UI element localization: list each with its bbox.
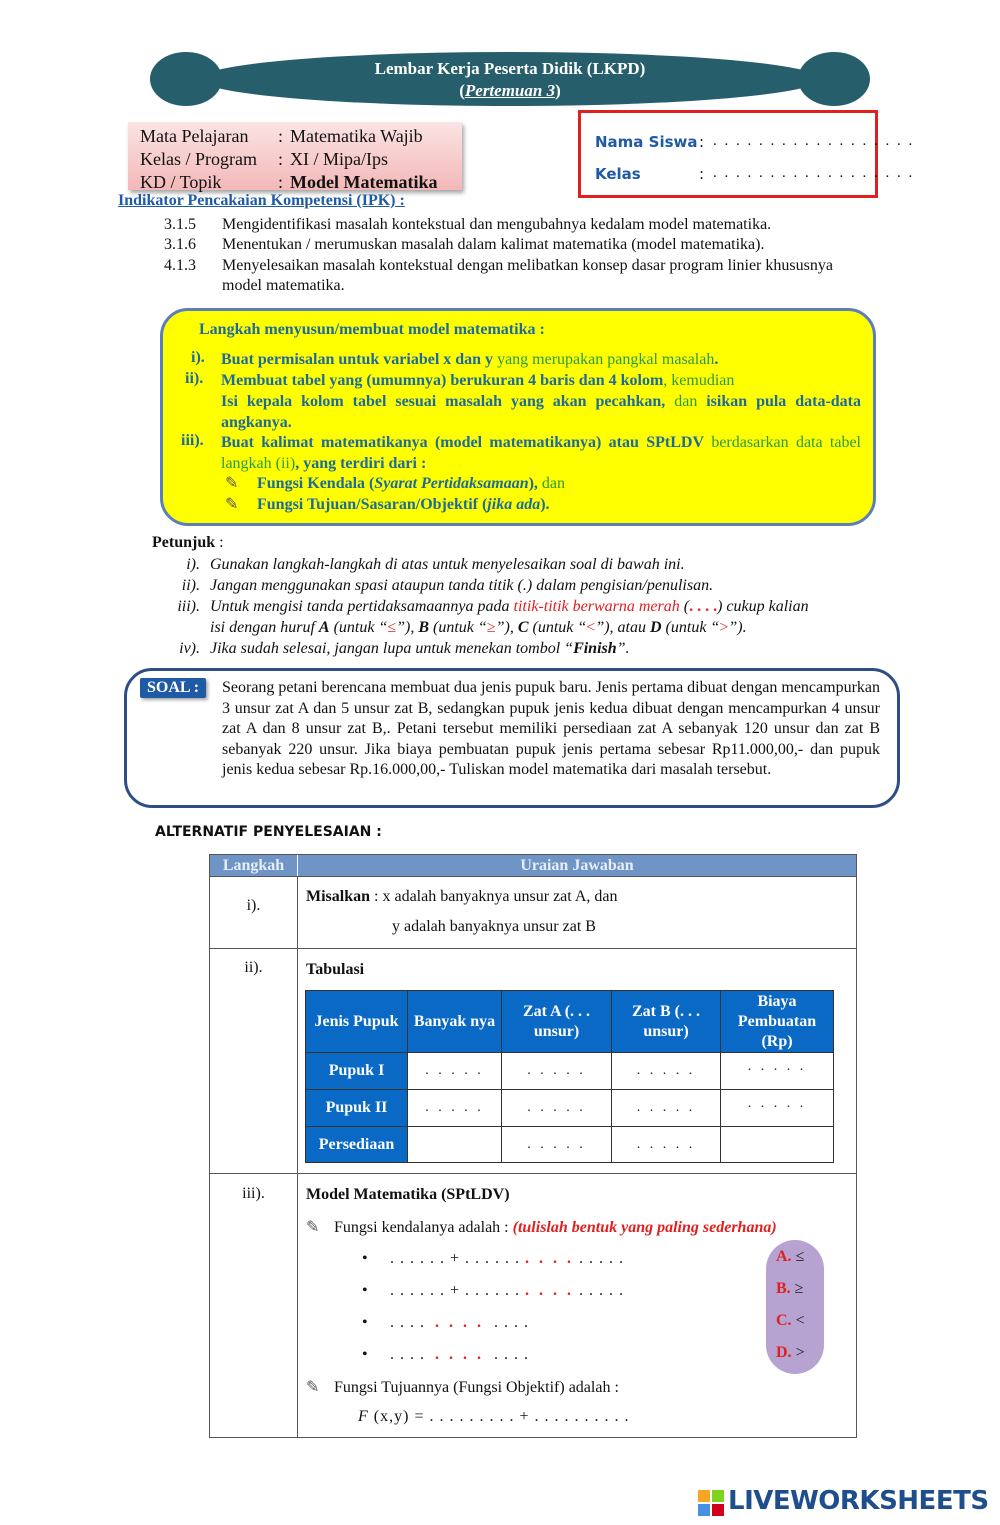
- objective-function: F (x,y) = . . . . . . . . . + . . . . . . . . . .: [358, 1408, 630, 1425]
- bullet-icon: •: [362, 1346, 369, 1363]
- student-name-row: Nama Siswa : . . . . . . . . . . . . . . . . . .: [595, 133, 915, 151]
- subject-info-box: [128, 122, 462, 190]
- step-number: iii).: [181, 432, 204, 449]
- step-label: ii).: [244, 959, 263, 976]
- row-divider: [210, 876, 856, 877]
- table-input[interactable]: . . . . .: [407, 1052, 502, 1090]
- constraint-3: • . . . . . . . . . . . .: [362, 1314, 529, 1331]
- ipk-title: Indikator Pencakaian Kompetensi (IPK) :: [118, 192, 405, 209]
- liveworksheets-icon: [698, 1490, 724, 1516]
- class-row: Kelas / Program : XI / Mipa/Ips: [140, 149, 388, 169]
- page-title: Lembar Kerja Peserta Didik (LKPD): [374, 59, 646, 78]
- step-label: iii).: [242, 1185, 265, 1202]
- row-divider: [210, 948, 856, 949]
- step-number: i).: [191, 349, 205, 366]
- petunjuk-item: iii). Untuk mengisi tanda pertidaksamaannya pada titik-titik berwarna merah (. . . .) cukup kalian: [177, 598, 809, 615]
- tabulasi-table: [305, 990, 834, 1163]
- logo-text: LIVEWORKSHEETS: [728, 1486, 989, 1516]
- constraint-2: • . . . . . . + . . . . . . . . . . . . . . .: [362, 1282, 625, 1299]
- table-input[interactable]: . . . . .: [611, 1126, 721, 1163]
- petunjuk-item: i). Gunakan langkah-langkah di atas untuk menyelesaikan soal di bawah ini.: [186, 556, 685, 573]
- bullet-icon: •: [362, 1282, 369, 1299]
- header-langkah: Langkah: [210, 855, 297, 876]
- soal-tag: SOAL :: [140, 678, 206, 698]
- page-subtitle: (Pertemuan 3): [459, 81, 561, 100]
- inequality-options: [766, 1240, 824, 1374]
- step-label: i).: [246, 897, 261, 914]
- constraint-4: • . . . . . . . . . . . .: [362, 1346, 529, 1363]
- petunjuk-item-cont: isi dengan huruf A (untuk “≤”), B (untuk “≥”), C (untuk “<”), atau D (untuk “>”).: [210, 619, 747, 636]
- pencil-icon: ✎: [306, 1219, 320, 1236]
- pencil-icon: ✎: [225, 475, 239, 492]
- table-input[interactable]: . . . . .: [501, 1089, 612, 1127]
- col-header: Biaya Pembuatan (Rp): [720, 990, 834, 1053]
- bullet-icon: •: [362, 1314, 369, 1331]
- answer-input[interactable]: . . . .: [525, 1282, 575, 1299]
- option-b: B. ≥: [776, 1280, 804, 1297]
- col-header: Jenis Pupuk: [305, 990, 408, 1053]
- table-input[interactable]: . . . . .: [611, 1052, 721, 1090]
- objective-input[interactable]: = . . . . . . . . . + . . . . . . . . . .: [409, 1408, 630, 1425]
- table-input[interactable]: . . . . .: [501, 1052, 612, 1090]
- student-class-row: Kelas : . . . . . . . . . . . . . . . . . .: [595, 165, 915, 183]
- steps-box: [160, 308, 876, 526]
- alternatif-title: ALTERNATIF PENYELESAIAN :: [155, 824, 382, 840]
- kendala-line: ✎ Fungsi kendalanya adalah : (tulislah bentuk yang paling sederhana): [306, 1219, 777, 1236]
- col-header: Zat A (. . . unsur): [501, 990, 612, 1053]
- table-input[interactable]: . . . . .: [611, 1089, 721, 1127]
- petunjuk-item: ii). Jangan menggunakan spasi ataupun tanda titik (.) dalam pengisian/penulisan.: [181, 577, 714, 594]
- step-1: Buat permisalan untuk variabel x dan y yang merupakan pangkal masalah.: [221, 351, 719, 368]
- answer-input[interactable]: . . . .: [435, 1346, 484, 1363]
- table-input[interactable]: . . . . .: [720, 1089, 834, 1127]
- row-header: Pupuk II: [305, 1089, 408, 1127]
- tujuan-line: ✎ Fungsi Tujuannya (Fungsi Objektif) adalah :: [306, 1379, 619, 1396]
- soal-text: Seorang petani berencana membuat dua jenis pupuk baru. Jenis pertama dibuat dengan mencampurkan 3 unsur zat A dan 5 unsur zat B, sedangkan pupuk jenis kedua dibuat dengan mencampurkan 4 unsur zat A dan 8 unsur zat B,. Petani tersebut memiliki persediaan zat A sebanyak 120 unsur dan zat B sebanyak 220 unsur. Jika biaya pembuatan pupuk jenis pertama sebesar Rp11.000,00,- dan pupuk jenis kedua sebesar Rp.16.000,00,- Tuliskan model matematika dari masalah tersebut.: [222, 679, 880, 778]
- table-input[interactable]: . . . . .: [501, 1126, 612, 1163]
- bullet-icon: •: [362, 1250, 369, 1267]
- step-2: Membuat tabel yang (umumnya) berukuran 4 baris dan 4 kolom, kemudian Isi kepala kolom tabel sesuai masalah yang akan pecahkan, dan isikan pula data-data angkanya.: [221, 372, 861, 431]
- table-input[interactable]: . . . . .: [720, 1052, 834, 1090]
- subject-row: Mata Pelajaran : Matematika Wajib: [140, 126, 423, 146]
- petunjuk-title: Petunjuk :: [152, 534, 224, 551]
- pencil-icon: ✎: [306, 1379, 320, 1396]
- row-divider: [210, 1173, 856, 1174]
- answer-input[interactable]: . . . .: [525, 1250, 575, 1267]
- table-cell-empty: [720, 1126, 834, 1163]
- constraint-1: • . . . . . . + . . . . . . . . . . . . . . .: [362, 1250, 625, 1267]
- header-uraian: Uraian Jawaban: [298, 855, 856, 876]
- step-number: ii).: [185, 370, 204, 387]
- step-3-sub-1: ✎ Fungsi Kendala (Syarat Pertidaksamaan), dan: [225, 475, 566, 492]
- column-divider: [297, 876, 298, 1438]
- col-header: Banyak nya: [407, 990, 502, 1053]
- student-name-input[interactable]: . . . . . . . . . . . . . . . . . .: [713, 133, 915, 149]
- option-d: D. >: [776, 1344, 805, 1361]
- misalkan-line: Misalkan : x adalah banyaknya unsur zat A, dan: [306, 888, 618, 905]
- table-cell-empty: [407, 1126, 502, 1163]
- model-title: Model Matematika (SPtLDV): [306, 1186, 510, 1203]
- option-c: C. <: [776, 1312, 805, 1329]
- col-header: Zat B (. . . unsur): [611, 990, 721, 1053]
- row-header: Pupuk I: [305, 1052, 408, 1090]
- answer-input[interactable]: . . . .: [435, 1314, 484, 1331]
- tabulasi-title: Tabulasi: [306, 961, 365, 978]
- table-input[interactable]: . . . . .: [407, 1089, 502, 1127]
- step-3-sub-2: ✎ Fungsi Tujuan/Sasaran/Objektif (jika ada).: [225, 496, 550, 513]
- option-a: A. ≤: [776, 1248, 805, 1265]
- petunjuk-item: iv). Jika sudah selesai, jangan lupa untuk menekan tombol “Finish”.: [179, 640, 630, 657]
- student-info-box: [578, 110, 915, 198]
- step-3: Buat kalimat matematikanya (model matematikanya) atau SPtLDV berdasarkan data tabel langkah (ii), yang terdiri dari :: [221, 434, 862, 472]
- header-banner: [150, 52, 870, 106]
- row-header: Persediaan: [305, 1126, 408, 1163]
- misalkan-line-2: y adalah banyaknya unsur zat B: [392, 918, 596, 935]
- student-class-input[interactable]: . . . . . . . . . . . . . . . . . .: [713, 165, 915, 181]
- steps-title: Langkah menyusun/membuat model matematika :: [199, 321, 545, 338]
- pencil-icon: ✎: [225, 496, 239, 513]
- topic-row: KD / Topik : Model Matematika: [140, 172, 438, 192]
